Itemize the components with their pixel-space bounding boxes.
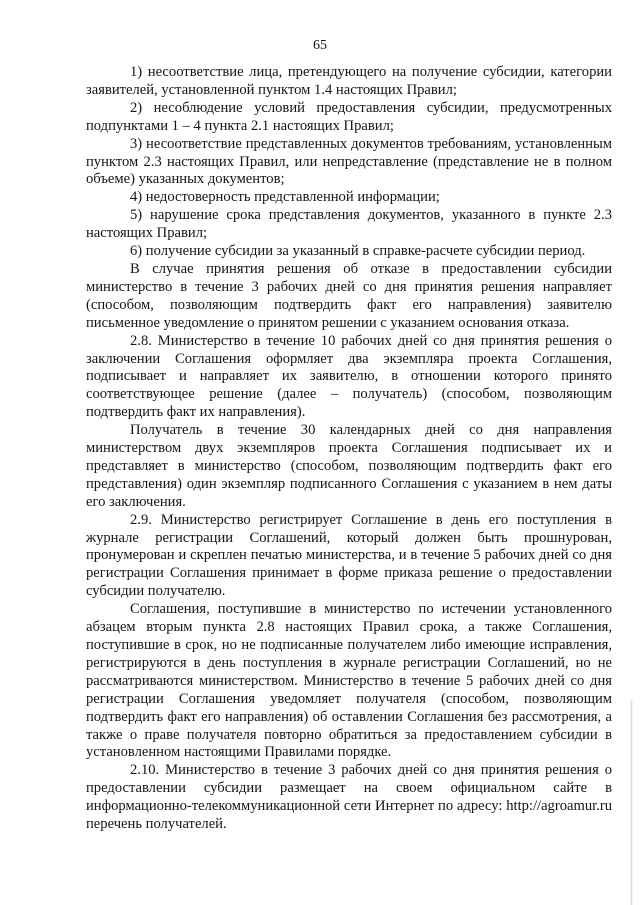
paragraph-late-agreements: Соглашения, поступившие в министерство по истечении установленного абзацем вторым пункта 2.8 настоящих Правил срока, а также Соглашения, поступившие в срок, но не подписанные получателем либо имеющие исправления, регистрируются в день поступления в журнале регистрации Соглашений, но не рассматриваются министерством. Министерство в течение 5 рабочих дней со дня регистрации Соглашения уведомляет получателя (способом, позволяющим подтвердить факт его направления) об оставлении Соглашения без рассмотрения, а также о праве получателя повторно обратиться за предоставлением субсидии в установленном настоящими Правилами порядке. — [86, 601, 612, 761]
paragraph-refusal-reason-6: 6) получение субсидии за указанный в справке-расчете субсидии период. — [130, 243, 586, 260]
paragraph-2-10: 2.10. Министерство в течение 3 рабочих дней со дня принятия решения о предоставлении субсидии размещает на своем официальном сайте в информационно-телекоммуникационной сети Интернет по адресу: http://agroamur.ru перечень получателей. — [86, 762, 612, 833]
paragraph-refusal-reason-1: 1) несоответствие лица, претендующего на получение субсидии, категории заявителей, установленной пунктом 1.4 настоящих Правил; — [86, 64, 612, 98]
paragraph-refusal-reason-4: 4) недостоверность представленной информации; — [130, 189, 440, 206]
paragraph-recipient-signing: Получатель в течение 30 календарных дней со дня направления министерством двух экземпляров проекта Соглашения подписывает их и представляет в министерство (способом, позволяющим подтвердить факт его представления) один экземпляр подписанного Соглашения с указанием в нем даты его заключения. — [86, 422, 612, 510]
page-number: 65 — [313, 38, 327, 53]
paragraph-refusal-reason-5: 5) нарушение срока представления документов, указанного в пункте 2.3 настоящих Правил; — [86, 207, 612, 242]
paragraph-refusal-notice: В случае принятия решения об отказе в предоставлении субсидии министерство в течение 3 рабочих дней со дня принятия решения направляет (способом, позволяющим подтвердить факт его направления) заявителю письменное уведомление о принятом решении с указанием основания отказа. — [86, 260, 612, 331]
paragraph-refusal-reason-3: 3) несоответствие представленных документов требованиям, установленным пунктом 2.3 настоящих Правил, или непредставление (представление не в полном объеме) указанных документов; — [86, 135, 612, 188]
document-body — [86, 64, 612, 834]
paragraph-2-9: 2.9. Министерство регистрирует Соглашение в день его поступления в журнале регистрации Соглашений, который должен быть прошнурован, пронумерован и скреплен печатью министерства, и в течение 5 рабочих дней со дня регистрации Соглашения принимает в форме приказа решение о предоставлении субсидии получателю. — [86, 511, 612, 600]
paragraph-refusal-reason-2: 2) несоблюдение условий предоставления субсидии, предусмотренных подпунктами 1 – 4 пункта 2.1 настоящих Правил; — [86, 99, 612, 134]
paragraph-2-8: 2.8. Министерство в течение 10 рабочих дней со дня принятия решения о заключении Соглашения оформляет два экземпляра проекта Соглашения, подписывает и направляет их заявителю, в отношении которого принято соответствующее решение (далее – получатель) (способом, позволяющим подтвердить факт их направления). — [86, 332, 612, 421]
scan-edge-shadow — [630, 700, 633, 905]
